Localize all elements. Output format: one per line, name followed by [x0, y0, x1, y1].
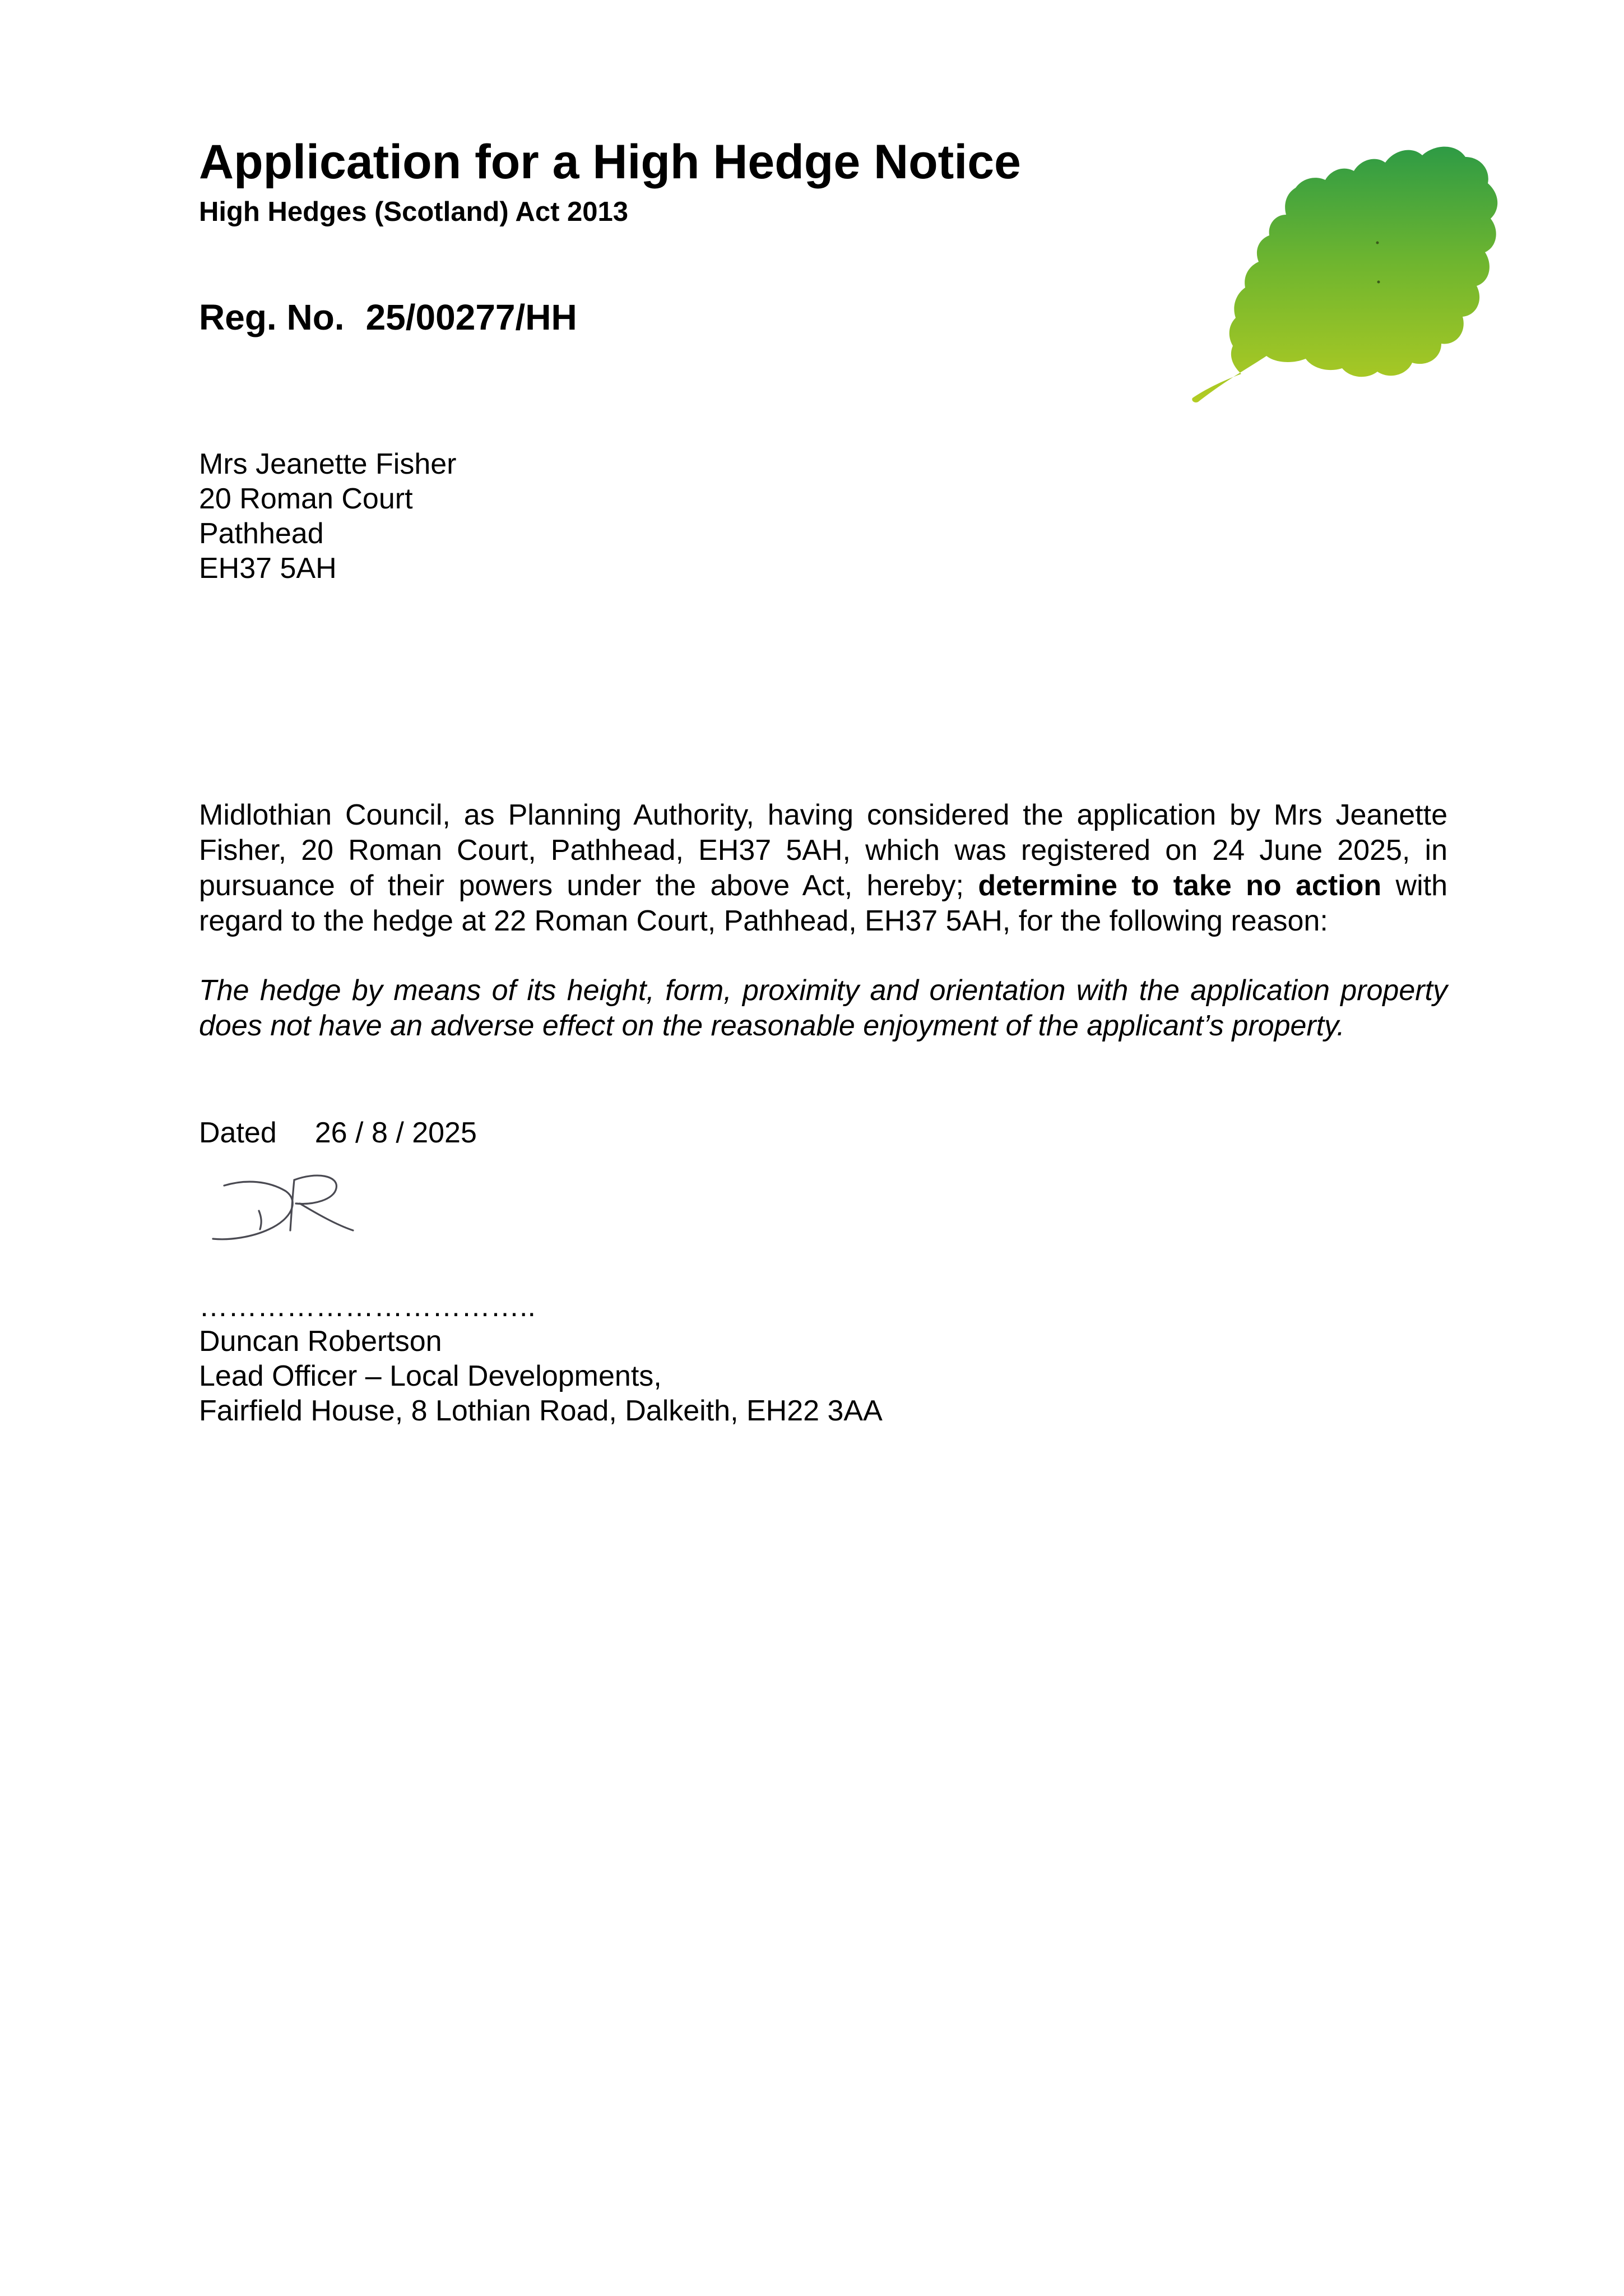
decision-text-before: Midlothian Council, as Planning Authority, having considered the application by Mrs Jeanette Fisher, 20 Roman Court, Pathhead, EH37 5AH, which was registered on 24 June 2025, in pursuance of their powers under the above Act, hereby;	[199, 799, 1447, 902]
reg-label: Reg. No.	[199, 297, 345, 337]
signatory-block	[199, 1289, 883, 1428]
decision-paragraph	[199, 798, 1447, 939]
registration-number-line	[199, 297, 577, 339]
recipient-postcode: EH37 5AH	[199, 552, 337, 585]
signatory-name: Duncan Robertson	[199, 1325, 442, 1358]
recipient-address	[199, 447, 457, 586]
recipient-town: Pathhead	[199, 517, 324, 550]
handwritten-signature	[202, 1169, 359, 1253]
recipient-name: Mrs Jeanette Fisher	[199, 448, 457, 480]
signatory-title: Lead Officer – Local Developments,	[199, 1360, 662, 1392]
decision-emphasis: determine to take no action	[978, 869, 1382, 902]
recipient-street: 20 Roman Court	[199, 483, 413, 515]
dated-value: 26 / 8 / 2025	[314, 1117, 477, 1149]
document-title: Application for a High Hedge Notice	[199, 135, 1021, 189]
decision-text-after: with regard to the hedge at 22 Roman Court, Pathhead, EH37 5AH, for the following reason:	[199, 869, 1447, 937]
oak-leaf-icon	[1188, 143, 1502, 406]
dated-label: Dated	[199, 1117, 277, 1149]
reason-paragraph: The hedge by means of its height, form, proximity and orientation with the application property does not have an adverse effect on the reasonable enjoyment of the applicant’s property.	[199, 974, 1447, 1042]
dated-line	[199, 1115, 477, 1151]
signature-dots: ……………………………..	[199, 1290, 536, 1323]
document-subtitle: High Hedges (Scotland) Act 2013	[199, 197, 629, 227]
signatory-address: Fairfield House, 8 Lothian Road, Dalkeith, EH22 3AA	[199, 1395, 883, 1427]
reg-number: 25/00277/HH	[365, 297, 577, 337]
